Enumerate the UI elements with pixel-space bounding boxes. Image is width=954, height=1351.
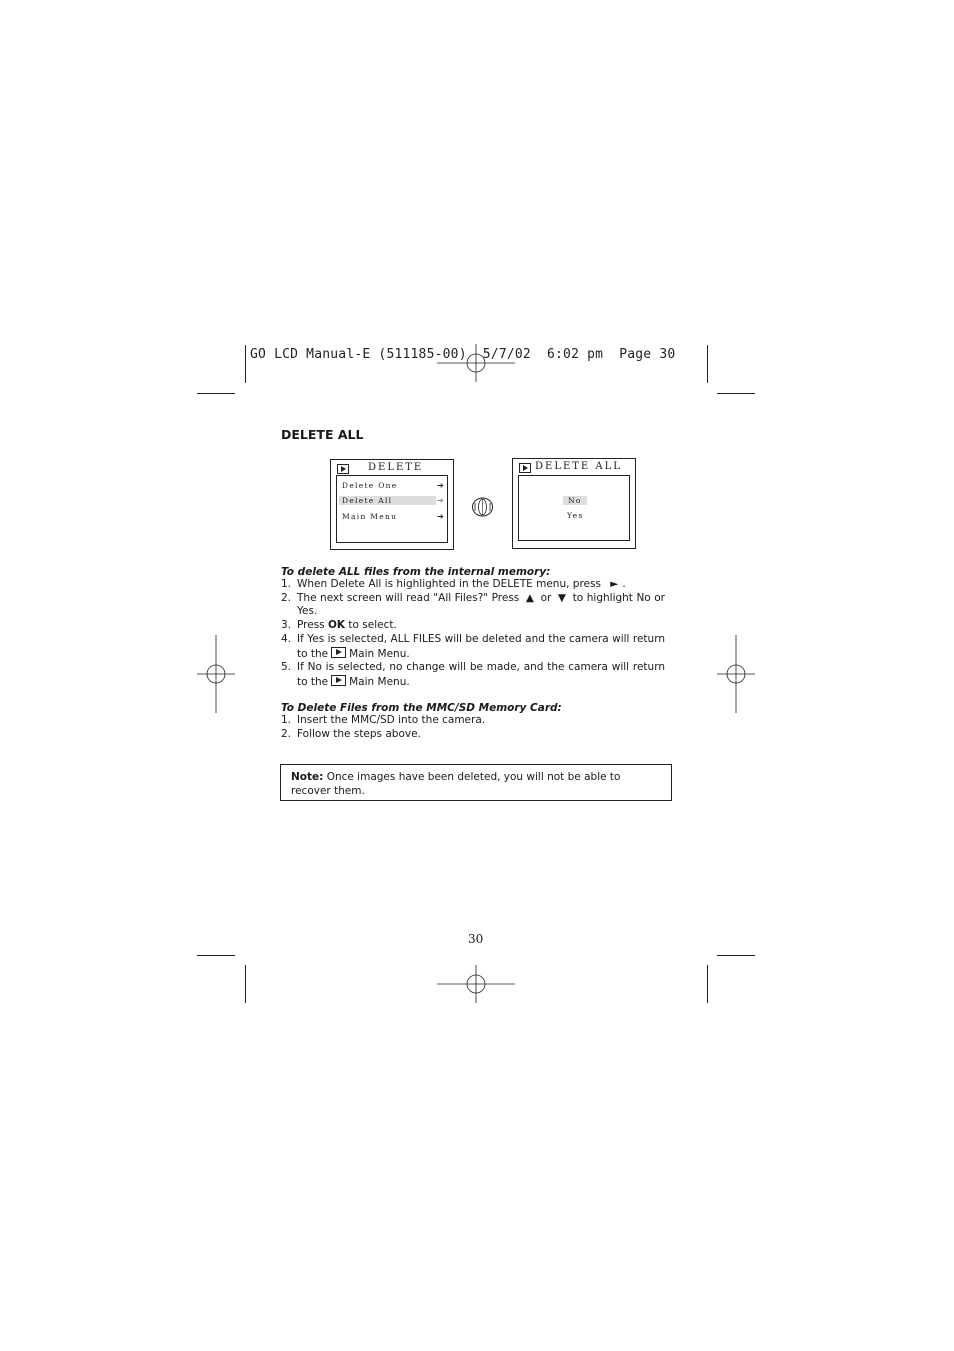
lcd-screen-delete-all — [512, 458, 636, 549]
crop-mark — [717, 393, 755, 394]
step-text: . — [622, 578, 626, 590]
step-text: or — [540, 591, 552, 604]
list-item — [281, 728, 665, 742]
list-item — [281, 619, 665, 633]
list-item — [281, 633, 665, 661]
arrow-up-icon: ▲ — [525, 591, 535, 604]
step-text: The next screen will read "All Files?" Press — [297, 591, 520, 604]
step-number: 5. — [281, 661, 292, 674]
arrow-right-icon: ► — [610, 578, 619, 590]
step-text: If Yes is selected, ALL FILES will be deleted and the camera will return to the — [297, 632, 665, 660]
step-number: 1. — [281, 714, 292, 726]
lcd-menu-panel — [336, 475, 448, 543]
step-number: 3. — [281, 619, 292, 632]
step-number: 4. — [281, 632, 292, 645]
section-title: DELETE ALL — [281, 427, 364, 442]
step-text: Main Menu. — [349, 675, 410, 688]
lcd-title: DELETE ALL — [535, 461, 622, 472]
menu-item-delete-all: Delete All — [339, 496, 436, 505]
list-item — [281, 592, 665, 619]
playback-icon — [519, 463, 531, 473]
list-item — [281, 714, 665, 728]
arrow-down-icon: ▼ — [557, 591, 567, 604]
arrow-right-icon: ➔ — [437, 496, 444, 505]
page-number: 30 — [468, 932, 484, 946]
subheading-internal-memory: To delete ALL files from the internal memory: — [281, 566, 551, 578]
steps-internal-memory — [281, 578, 665, 690]
menu-item-delete-one: Delete One — [342, 481, 398, 490]
step-text: to highlight No or Yes. — [297, 591, 665, 618]
playback-icon — [331, 647, 346, 658]
crop-mark — [707, 965, 708, 1003]
step-text: If No is selected, no change will be made, and the camera will return to the — [297, 661, 665, 688]
crop-mark — [717, 955, 755, 956]
registration-mark-right — [717, 635, 755, 713]
crop-mark — [707, 345, 708, 383]
step-text: Press — [297, 619, 325, 632]
step-text: Follow the steps above. — [297, 727, 421, 740]
step-number: 1. — [281, 578, 292, 590]
option-yes: Yes — [567, 511, 584, 520]
playback-icon — [331, 675, 346, 686]
playback-icon — [337, 464, 349, 474]
crop-mark — [245, 345, 246, 383]
control-dial-icon — [471, 496, 494, 518]
list-item — [281, 578, 665, 592]
menu-item-main-menu: Main Menu — [342, 512, 398, 521]
crop-mark — [245, 965, 246, 1003]
step-number: 2. — [281, 591, 292, 604]
note-box — [280, 764, 672, 801]
steps-memory-card — [281, 714, 665, 741]
arrow-right-icon: ➔ — [437, 512, 444, 521]
lcd-confirm-panel — [518, 475, 630, 541]
lcd-title: DELETE — [368, 462, 424, 473]
subheading-memory-card: To Delete Files from the MMC/SD Memory Card: — [281, 702, 562, 714]
list-item — [281, 661, 665, 689]
step-text: When Delete All is highlighted in the DELETE menu, press — [297, 578, 601, 590]
option-no: No — [563, 496, 587, 505]
crop-mark — [197, 955, 235, 956]
note-label: Note: — [291, 771, 324, 783]
print-slug: GO LCD Manual-E (511185-00) 5/7/02 6:02 pm Page 30 — [250, 347, 676, 362]
step-text: to select. — [348, 619, 397, 632]
ok-button-label: OK — [327, 619, 346, 632]
registration-mark-left — [197, 635, 235, 713]
crop-mark — [197, 393, 235, 394]
arrow-right-icon: ➔ — [437, 481, 444, 490]
step-number: 2. — [281, 727, 292, 740]
step-text: Insert the MMC/SD into the camera. — [297, 714, 486, 726]
note-text: Once images have been deleted, you will not be able to recover them. — [291, 771, 621, 797]
lcd-screen-delete — [330, 459, 454, 550]
registration-mark-bottom — [437, 965, 515, 1003]
step-text: Main Menu. — [349, 647, 410, 660]
